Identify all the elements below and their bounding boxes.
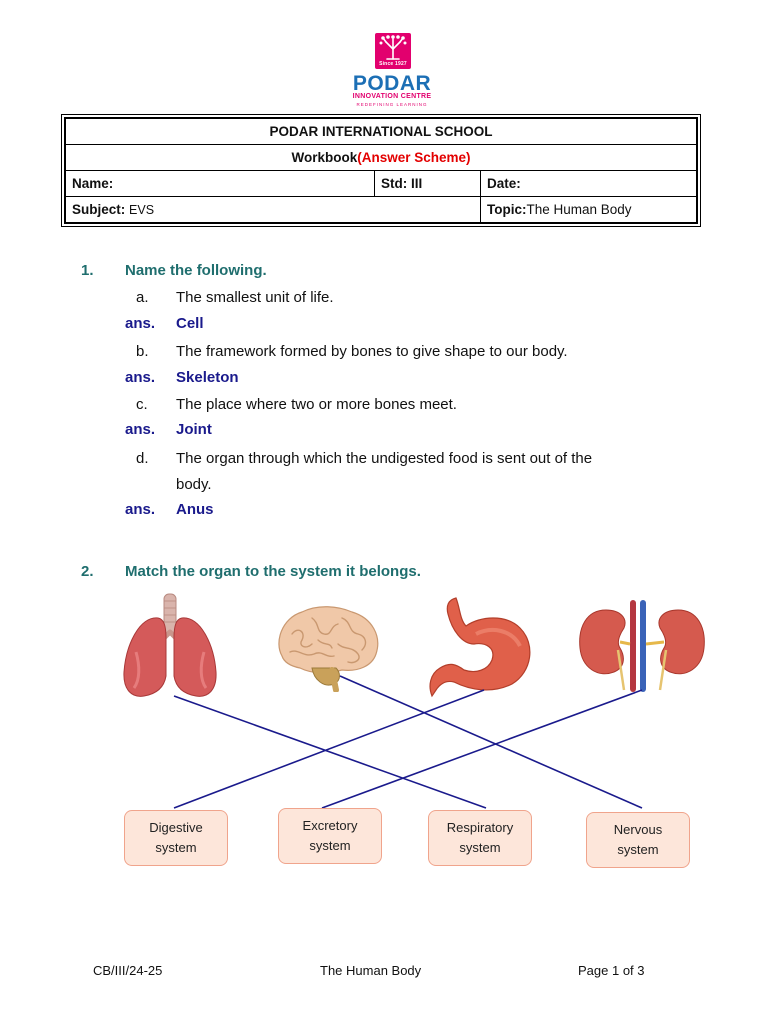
- q1b-text: The framework formed by bones to give shape to our body.: [176, 343, 568, 360]
- footer-page-number: Page 1 of 3: [578, 963, 645, 978]
- nervous-system-box: [586, 812, 690, 868]
- match-line-kidneys-excretory: [322, 690, 642, 808]
- q1-number: 1.: [81, 262, 94, 279]
- footer-code: CB/III/24-25: [93, 963, 163, 978]
- q1b-answer: Skeleton: [176, 369, 239, 386]
- std-field: Std: III: [375, 171, 481, 197]
- digestive-system-box: [124, 810, 228, 866]
- q1c-ans-label: ans.: [125, 421, 156, 438]
- system-label: system: [155, 840, 197, 855]
- workbook-title: [66, 145, 697, 171]
- system-label: Excretory: [302, 818, 358, 833]
- topic-label: Topic:: [487, 202, 527, 217]
- workbook-label: Workbook: [291, 150, 358, 165]
- q1d-ans-label: ans.: [125, 501, 156, 518]
- tree-emblem-icon: [375, 33, 411, 69]
- kidneys-icon: [576, 598, 708, 694]
- topic-field: [481, 197, 697, 223]
- school-logo: [340, 30, 444, 112]
- subject-label: Subject:: [72, 202, 126, 217]
- logo-subtitle: INNOVATION CENTRE: [352, 93, 432, 100]
- logo-since: Since 1927: [379, 61, 407, 67]
- stomach-icon: [426, 594, 538, 698]
- system-label: Nervous: [613, 822, 663, 837]
- header-table: [64, 117, 698, 224]
- q1c-answer: Joint: [176, 421, 212, 438]
- q2-title: Match the organ to the system it belongs.: [125, 563, 421, 580]
- q1a-letter: a.: [136, 289, 149, 306]
- subject-field: [66, 197, 481, 223]
- match-line-stomach-digestive: [174, 690, 484, 808]
- system-label: system: [459, 840, 501, 855]
- q1a-ans-label: ans.: [125, 315, 156, 332]
- answer-scheme-label: (Answer Scheme): [357, 150, 471, 165]
- excretory-system-box: [278, 808, 382, 864]
- q1b-letter: b.: [136, 343, 149, 360]
- logo-tagline: REDEFINING LEARNING: [356, 102, 428, 107]
- q1c-text: The place where two or more bones meet.: [176, 396, 457, 413]
- system-label: Digestive: [149, 820, 203, 835]
- respiratory-system-box: [428, 810, 532, 866]
- q2-number: 2.: [81, 563, 94, 580]
- logo-name: PODAR: [352, 72, 432, 95]
- q1d-text-cont: body.: [176, 476, 212, 493]
- brain-icon: [272, 604, 384, 692]
- q1-title: Name the following.: [125, 262, 267, 279]
- system-label: system: [309, 838, 351, 853]
- school-name: PODAR INTERNATIONAL SCHOOL: [66, 119, 697, 145]
- lungs-icon: [118, 592, 222, 704]
- q1b-ans-label: ans.: [125, 369, 156, 386]
- footer-title: The Human Body: [320, 963, 422, 978]
- subject-value: EVS: [129, 203, 155, 217]
- system-label: system: [617, 842, 659, 857]
- system-label: Respiratory: [446, 820, 514, 835]
- topic-value: The Human Body: [526, 202, 632, 217]
- q1d-letter: d.: [136, 450, 149, 467]
- date-field: Date:: [481, 171, 697, 197]
- match-line-lungs-respiratory: [174, 696, 486, 808]
- q1d-answer: Anus: [176, 501, 214, 518]
- q1a-answer: Cell: [176, 315, 204, 332]
- name-field: Name:: [66, 171, 375, 197]
- q1a-text: The smallest unit of life.: [176, 289, 334, 306]
- q1c-letter: c.: [136, 396, 148, 413]
- q1d-text: The organ through which the undigested food is sent out of the: [176, 450, 593, 467]
